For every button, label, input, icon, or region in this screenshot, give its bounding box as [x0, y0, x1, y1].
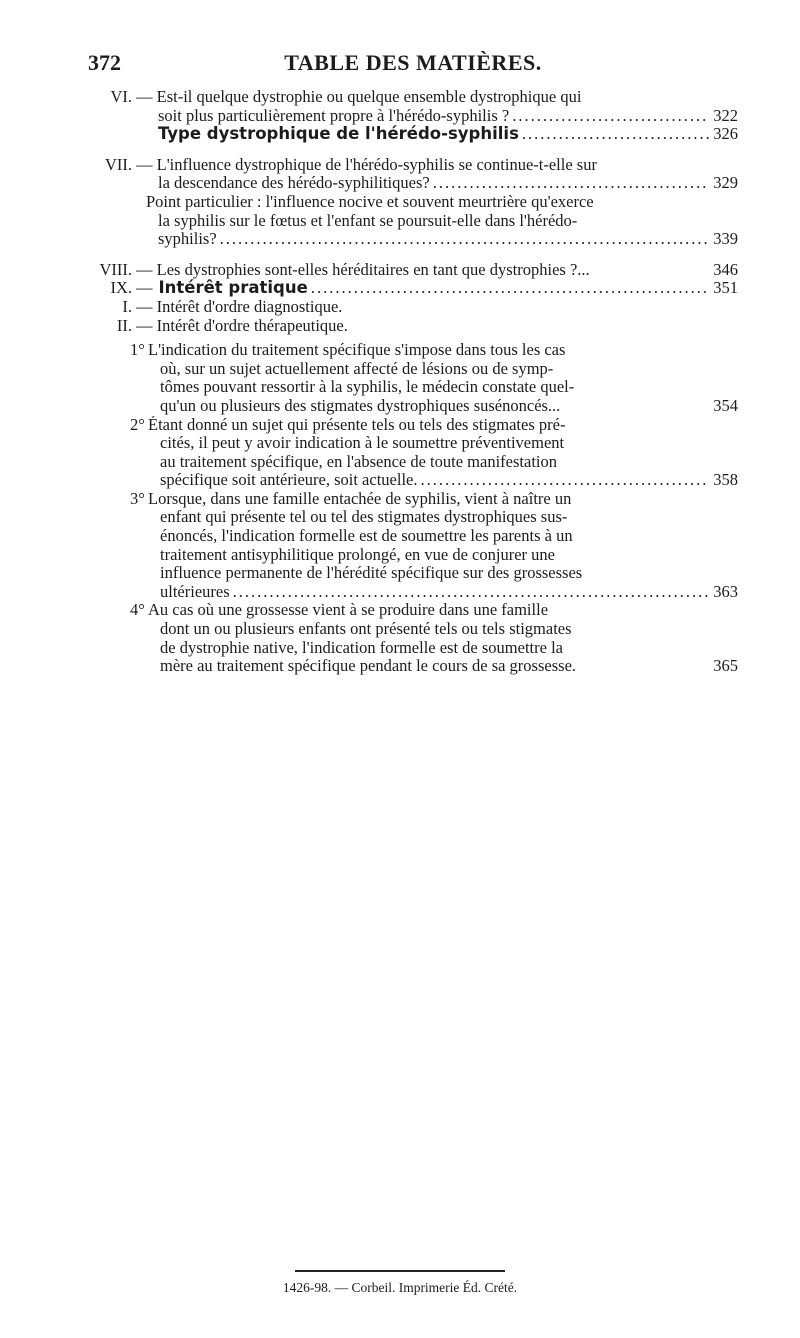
- table-of-contents: [88, 88, 738, 676]
- toc-item-3: [88, 490, 738, 602]
- section-heading: Intérêt pratique: [158, 278, 308, 298]
- toc-entry-vii: [88, 156, 738, 249]
- toc-item-4: [88, 601, 738, 675]
- toc-entry-viii: [88, 261, 738, 280]
- entry-text-line: la descendance des hérédo-syphilitiques?: [158, 173, 430, 193]
- entry-text-line: Lorsque, dans une famille entachée de syphilis, vient à naître un: [148, 489, 572, 508]
- toc-entry-vi: [88, 88, 738, 144]
- toc-item-1: [88, 341, 738, 415]
- entry-text-line: Au cas où une grossesse vient à se produire dans une famille: [148, 601, 549, 620]
- page-ref: 358: [713, 470, 738, 490]
- item-number: 4°: [130, 600, 145, 620]
- page-ref: 322: [713, 105, 738, 125]
- entry-text-line: mère au traitement spécifique pendant le cours de sa grossesse.: [160, 656, 577, 676]
- entry-number: VIII.: [99, 259, 132, 279]
- entry-number: VII.: [104, 154, 132, 174]
- entry-text-line: — Intérêt d'ordre diagnostique.: [136, 297, 343, 316]
- printer-imprint: [0, 1270, 800, 1296]
- page-header: [88, 50, 738, 80]
- entry-number: I.: [122, 296, 132, 316]
- toc-item-2: [88, 416, 738, 490]
- page-number: 372: [88, 50, 121, 75]
- entry-text-line: qu'un ou plusieurs des stigmates dystrophiques susénoncés...: [160, 395, 561, 415]
- divider: [295, 1270, 505, 1272]
- imprint-text: 1426-98. — Corbeil. Imprimerie Éd. Crété.: [282, 1280, 518, 1295]
- toc-entry-ii: [88, 317, 738, 336]
- toc-entry-i: [88, 298, 738, 317]
- entry-text-line: Point particulier : l'influence nocive et souvent meurtrière qu'exerce: [146, 192, 594, 211]
- entry-text-line: enfant qui présente tel ou tel des stigmates dystrophiques sus-: [160, 508, 568, 527]
- page-ref: 365: [713, 656, 738, 676]
- entry-text-line: — Est-il quelque dystrophie ou quelque ensemble dystrophique qui: [136, 88, 582, 106]
- entry-text-line: Étant donné un sujet qui présente tels ou tels des stigmates pré-: [148, 415, 566, 434]
- entry-text-line: de dystrophie native, l'indication formelle est de soumettre la: [160, 638, 563, 657]
- running-title: TABLE DES MATIÈRES.: [284, 50, 542, 75]
- entry-text-line: au traitement spécifique, en l'absence de toute manifestation: [160, 452, 557, 471]
- entry-text-line: — Les dystrophies sont-elles héréditaires en tant que dystrophies ?...: [136, 259, 590, 279]
- entry-text-line: énoncés, l'indication formelle est de soumettre les parents à un: [160, 527, 573, 546]
- item-number: 2°: [130, 414, 145, 434]
- entry-text-line: spécifique soit antérieure, soit actuelle.: [160, 470, 418, 490]
- entry-text-line: — L'influence dystrophique de l'hérédo-syphilis se continue-t-elle sur: [136, 155, 597, 174]
- entry-text-line: dont un ou plusieurs enfants ont présenté tels ou tels stigmates: [160, 620, 572, 639]
- entry-number: II.: [116, 315, 132, 335]
- item-number: 3°: [130, 488, 145, 508]
- page-ref: 346: [713, 259, 738, 279]
- toc-entry-ix: [88, 279, 738, 298]
- section-heading: Type dystrophique de l'hérédo-syphilis: [158, 124, 519, 144]
- page-ref: 329: [713, 173, 738, 193]
- entry-text-line: influence permanente de l'hérédité spécifique sur des grossesses: [160, 564, 583, 583]
- item-number: 1°: [130, 340, 145, 360]
- entry-text-line: traitement antisyphilitique prolongé, en vue de conjurer une: [160, 545, 555, 564]
- page-ref: 363: [713, 581, 738, 601]
- page-ref: 351: [713, 278, 738, 298]
- entry-text-line: L'indication du traitement spécifique s'impose dans tous les cas: [148, 341, 566, 360]
- entry-text-line: tômes pouvant ressortir à la syphilis, le médecin constate quel-: [160, 378, 575, 397]
- entry-dash: —: [136, 278, 153, 298]
- entry-text-line: la syphilis sur le fœtus et l'enfant se poursuit-elle dans l'hérédo-: [158, 211, 578, 230]
- entry-text-line: cités, il peut y avoir indication à le soumettre préventivement: [160, 434, 565, 453]
- entry-text-line: — Intérêt d'ordre thérapeutique.: [136, 316, 348, 335]
- entry-text-line: soit plus particulièrement propre à l'hérédo-syphilis ?: [158, 105, 510, 125]
- entry-text-line: syphilis?: [158, 229, 217, 249]
- entry-number: IX.: [110, 278, 132, 298]
- entry-text-line: ultérieures: [160, 581, 230, 601]
- page-ref: 354: [713, 395, 738, 415]
- page-ref: 339: [713, 229, 738, 249]
- entry-text-line: où, sur un sujet actuellement affecté de lésions ou de symp-: [160, 359, 554, 378]
- entry-number: VI.: [110, 87, 132, 106]
- page-ref: 326: [713, 124, 738, 144]
